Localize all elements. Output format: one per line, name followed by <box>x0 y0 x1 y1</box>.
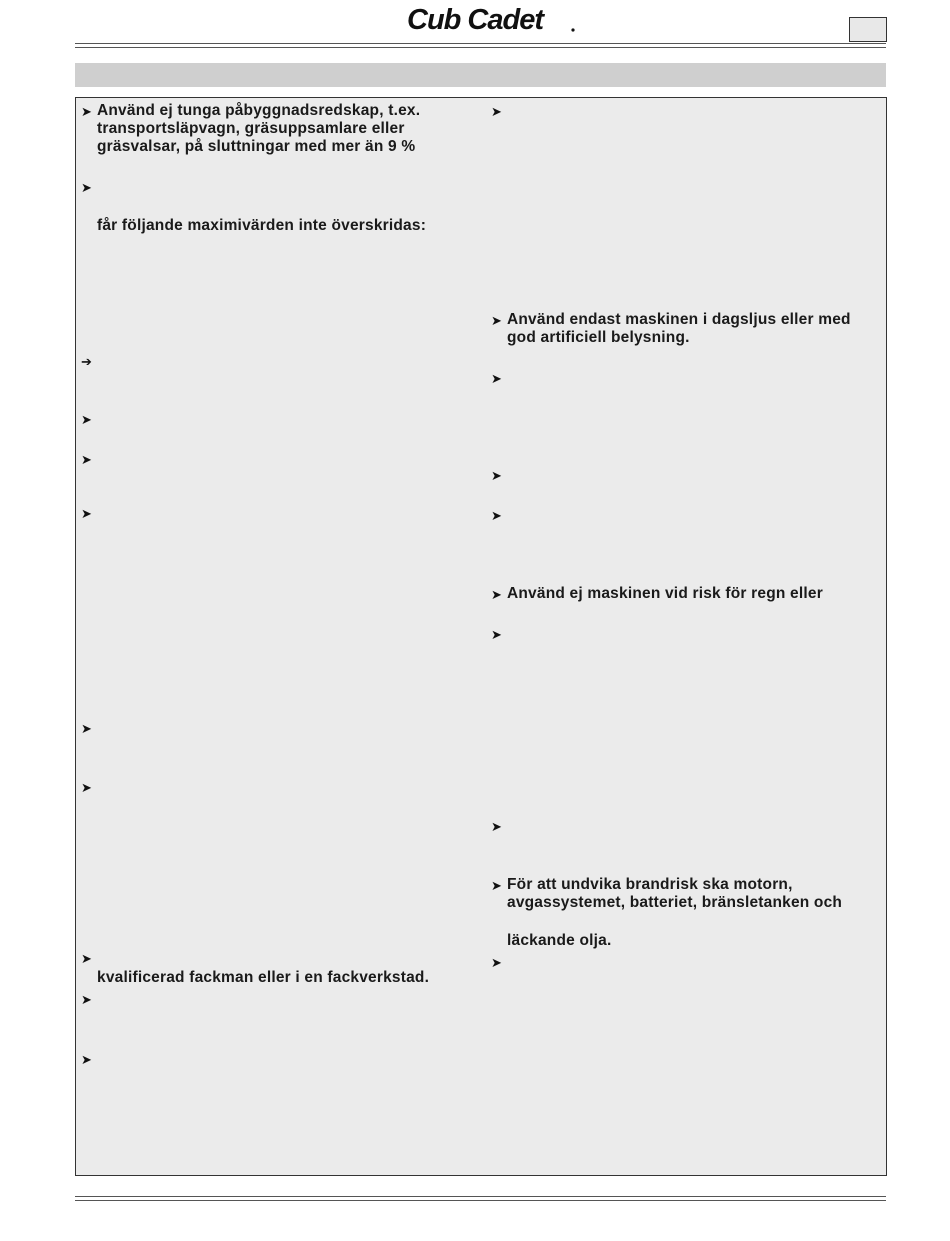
footer-rule-secondary <box>75 1200 886 1201</box>
bullet-text: kvalificerad fackman eller i en fackverkstad. <box>97 969 430 986</box>
bullet-icon: ➤ <box>81 412 92 427</box>
right-arrow-icon: ➔ <box>81 354 92 369</box>
bullet-icon: ➤ <box>81 780 92 795</box>
bullet-text: transportsläpvagn, gräsuppsamlare eller <box>97 120 405 137</box>
bullet-icon: ➤ <box>81 721 92 736</box>
bullet-icon: ➤ <box>81 1052 92 1067</box>
bullet-text: god artificiell belysning. <box>507 329 690 346</box>
page-number-box <box>849 17 887 42</box>
bullet-icon: ➤ <box>491 313 502 328</box>
bullet-text: För att undvika brandrisk ska motorn, <box>507 876 793 893</box>
bullet-icon: ➤ <box>491 468 502 483</box>
bullet-text: gräsvalsar, på sluttningar med mer än 9 % <box>97 138 416 155</box>
bullet-icon: ➤ <box>491 508 502 523</box>
bullet-text: Använd ej maskinen vid risk för regn eller <box>507 585 823 602</box>
bullet-icon: ➤ <box>491 371 502 386</box>
bullet-text: Använd ej tunga påbyggnadsredskap, t.ex. <box>97 102 421 119</box>
footer-rule <box>75 1196 886 1197</box>
bullet-text: Använd endast maskinen i dagsljus eller med <box>507 311 851 328</box>
bullet-icon: ➤ <box>491 104 502 119</box>
bullet-icon: ➤ <box>491 627 502 642</box>
bullet-text: avgassystemet, batteriet, bränsletanken och <box>507 894 843 911</box>
bullet-text: läckande olja. <box>507 932 612 949</box>
bullet-icon: ➤ <box>81 951 92 966</box>
bullet-icon: ➤ <box>81 452 92 467</box>
content-panel <box>75 97 887 1176</box>
bullet-icon: ➤ <box>491 955 502 970</box>
cub-cadet-logo <box>405 3 577 35</box>
header-rule <box>75 43 886 44</box>
section-title-bar <box>75 63 886 87</box>
bullet-icon: ➤ <box>81 104 92 119</box>
bullet-icon: ➤ <box>491 819 502 834</box>
bullet-icon: ➤ <box>491 878 502 893</box>
svg-text:Cub Cadet: Cub Cadet <box>407 4 543 35</box>
bullet-text: får följande maximivärden inte överskridas: <box>97 217 427 234</box>
bullet-icon: ➤ <box>491 587 502 602</box>
bullet-icon: ➤ <box>81 506 92 521</box>
bullet-icon: ➤ <box>81 992 92 1007</box>
bullet-icon: ➤ <box>81 180 92 195</box>
header-rule-secondary <box>75 47 886 48</box>
